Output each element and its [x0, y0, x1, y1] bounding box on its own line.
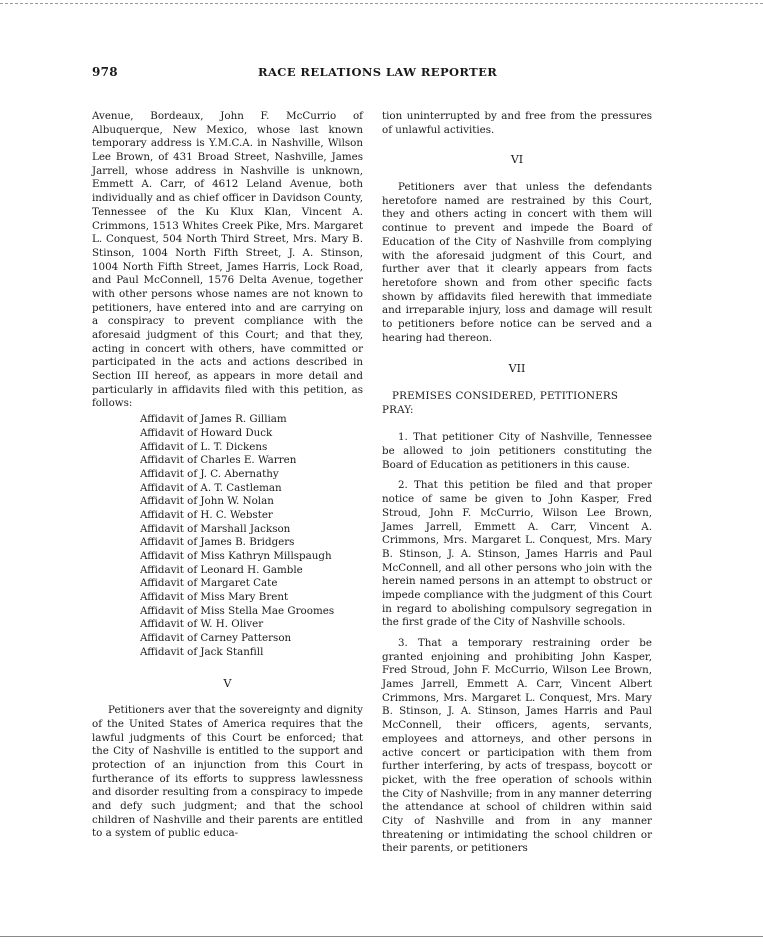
affidavit-item: Affidavit of Marshall Jackson — [140, 522, 291, 535]
section-v-text: Petitioners aver that the sovereignty and dignity of the United States of America requires that the lawful judgments of this Court be enforced; that the City of Nashville is entitled to the support and protection of an injunction from this Court in furtherance of its efforts to suppress lawlessness and disorder resulting from a conspiracy to impede and defy such judgment; and that the school children of Nashville and their parents are entitled to a system of public educa- — [92, 704, 363, 840]
affidavit-item: Affidavit of Leonard H. Gamble — [140, 563, 303, 576]
affidavit-item: Affidavit of H. C. Webster — [140, 508, 273, 521]
affidavit-item: Affidavit of John W. Nolan — [140, 495, 274, 508]
bottom-scan-rule — [0, 936, 763, 937]
left-column — [92, 110, 363, 841]
prayer-item-1: 1. That petitioner City of Nashville, Tennessee be allowed to join petitioners constituting the Board of Education as petitioners in this cause. — [382, 431, 652, 471]
prayer-item-2: 2. That this petition be filed and that proper notice of same be given to John Kasper, Fred Stroud, John F. McCurrio, Wilson Lee Brown, James Jarrell, Emmett A. Carr, Vincent A. Crimmons, Mrs. Margaret L. Conquest, Mrs. Mary B. Stinson, J. A. Stinson, James Harris and Paul McConnell, and all other persons who join with the herein named persons in an attempt to obstruct or impede compliance with the judgment of this Court in regard to abolishing compulsory segregation in the first grade of the City of Nashville schools. — [382, 479, 652, 629]
opening-paragraph: Avenue, Bordeaux, John F. McCurrio of Albuquerque, New Mexico, whose last known temporary address is Y.M.C.A. in Nashville, Wilson Lee Brown, of 431 Broad Street, Nashville, James Jarrell, whose address in Nashville is unknown, Emmett A. Carr, of 4612 Leland Avenue, both individually and as chief officer in Davidson County, Tennessee of the Ku Klux Klan, Vincent A. Crimmons, 1513 Whites Creek Pike, Mrs. Margaret L. Conquest, 504 North Third Street, Mrs. Mary B. Stinson, 1004 North Fifth Street, J. A. Stinson, 1004 North Fifth Street, James Harris, Lock Road, and Paul McConnell, 1576 Delta Avenue, together with other persons whose names are not known to petitioners, have entered into and are carrying on a conspiracy to prevent compliance with the aforesaid judgment of this Court; and that they, acting in concert with others, have committed or participated in the acts and actions described in Section III hereof, as appears in more detail and particularly in affidavits filed with this petition, as follows: — [92, 110, 363, 410]
continuation-text: tion uninterrupted by and free from the pressures of unlawful activities. — [382, 110, 652, 136]
section-vi-text: Petitioners aver that unless the defendants heretofore named are restrained by this Court, they and others acting in concert with them will continue to prevent and impede the Board of Education of the City of Nashville from complying with the aforesaid judgment of this Court, and further aver that it clearly appears from facts heretofore shown and from other specific facts shown by affidavits filed herewith that immediate and irreparable injury, loss and damage will result to petitioners before notice can be served and a hearing had thereon. — [382, 181, 652, 344]
affidavit-item: Affidavit of James R. Gilliam — [140, 413, 287, 426]
affidavit-item: Affidavit of W. H. Oliver — [140, 618, 264, 631]
affidavit-item: Affidavit of Charles E. Warren — [140, 454, 297, 467]
prayer-item-3: 3. That a temporary restraining order be granted enjoining and prohibiting John Kasper, Fred Stroud, John F. McCurrio, Wilson Lee Brown, James Jarrell, Emmett A. Carr, Vincent Albert Crimmons, Mrs. Margaret L. Conquest, Mrs. Mary B. Stinson, J. A. Stinson, James Harris and Paul McConnell, their officers, agents, servants, employees and attorneys, and other persons in active concert or participation with them from further interfering, by acts of trespass, boycott or picket, with the free operation of schools within the City of Nashville; from in any manner deterring the attendance at school of children within said City of Nashville and from in any manner threatening or intimidating the school children or their parents, or petitioners — [382, 637, 652, 855]
affidavit-item: Affidavit of Miss Mary Brent — [140, 591, 289, 604]
affidavit-item: Affidavit of A. T. Castleman — [140, 481, 282, 494]
affidavit-list — [92, 413, 363, 659]
affidavit-item: Affidavit of L. T. Dickens — [140, 440, 268, 453]
affidavit-item: Affidavit of Margaret Cate — [140, 577, 278, 590]
section-vii-heading: VII — [508, 362, 526, 376]
affidavit-item: Affidavit of Carney Patterson — [140, 632, 292, 645]
right-column — [382, 110, 652, 856]
section-v-heading: V — [223, 676, 232, 690]
affidavit-item: Affidavit of Howard Duck — [140, 426, 273, 439]
affidavit-item: Affidavit of James B. Bridgers — [140, 536, 295, 549]
prayer-heading: PREMISES CONSIDERED, PETITIONERS PRAY: — [382, 390, 619, 416]
affidavit-item: Affidavit of Miss Kathryn Millspaugh — [140, 550, 332, 562]
section-vi-heading: VI — [510, 153, 524, 167]
running-title: RACE RELATIONS LAW REPORTER — [258, 65, 498, 79]
affidavit-item: Affidavit of J. C. Abernathy — [140, 467, 279, 480]
top-scan-rule — [0, 3, 763, 4]
affidavit-item: Affidavit of Miss Stella Mae Groomes — [140, 604, 335, 617]
page-number: 978 — [92, 65, 118, 79]
affidavit-item: Affidavit of Jack Stanfill — [140, 645, 264, 658]
